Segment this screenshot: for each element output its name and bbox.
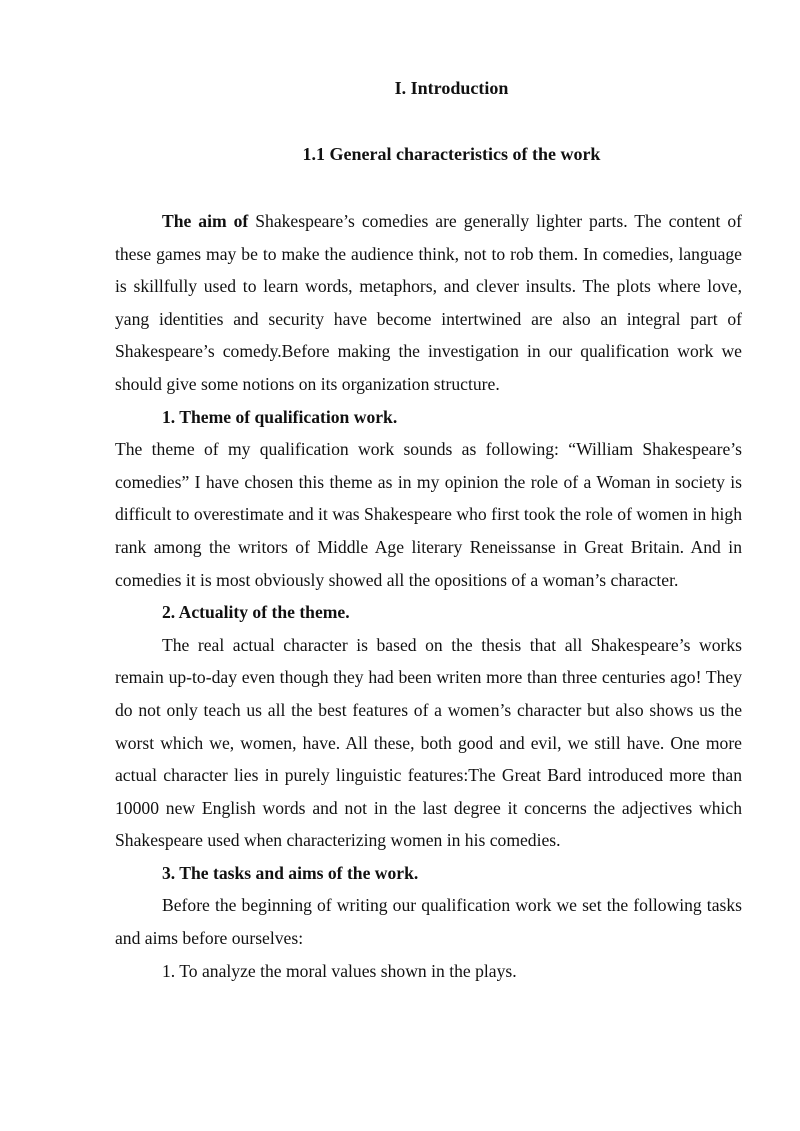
section2-paragraph: The real actual character is based on the thesis that all Shakespeare’s works remain up-to-day even though they had been writen more than three centuries ago! They do not only teach us all the best features of a women’s character but also shows us the worst which we, women, have. All these, both good and evil, we still have. One more actual character lies in purely linguistic features:The Great Bard introduced more than 10000 new English words and not in the last degree it concerns the adjectives which Shakespeare used when characterizing women in his comedies. [115, 634, 742, 851]
section3-heading: 3. The tasks and aims of the work. [162, 862, 419, 883]
page-title: I. Introduction [394, 78, 509, 98]
section-subtitle: 1.1 General characteristics of the work [302, 144, 601, 164]
intro-paragraph [115, 205, 742, 401]
list-item: 1. To analyze the moral values shown in the plays. [162, 960, 517, 981]
section2-heading: 2. Actuality of the theme. [162, 602, 350, 623]
intro-lead-bold: The aim of [162, 211, 249, 231]
section3-paragraph: Before the beginning of writing our qualification work we set the following tasks and aims before ourselves: [115, 895, 742, 949]
section1-paragraph: The theme of my qualification work sounds as following: “William Shakespeare’s comedies” I have chosen this theme as in my opinion the role of a Woman in society is difficult to overestimate and it was Shakespeare who first took the role of women in high rank among the writors of Middle Age literary Reneissanse in Great Britain. And in comedies it is most obviously showed all the opositions of a woman’s character. [115, 439, 742, 590]
document-body [115, 205, 742, 987]
section1-heading: 1. Theme of qualification work. [162, 406, 398, 427]
intro-text: Shakespeare’s comedies are generally lighter parts. The content of these games may be to make the audience think, not to rob them. In comedies, language is skillfully used to learn words, metaphors, and clever insults. The plots where love, yang identities and security have become intertwined are also an integral part of Shakespeare’s comedy.Before making the investigation in our qualification work we should give some notions on its organization structure. [115, 211, 742, 394]
